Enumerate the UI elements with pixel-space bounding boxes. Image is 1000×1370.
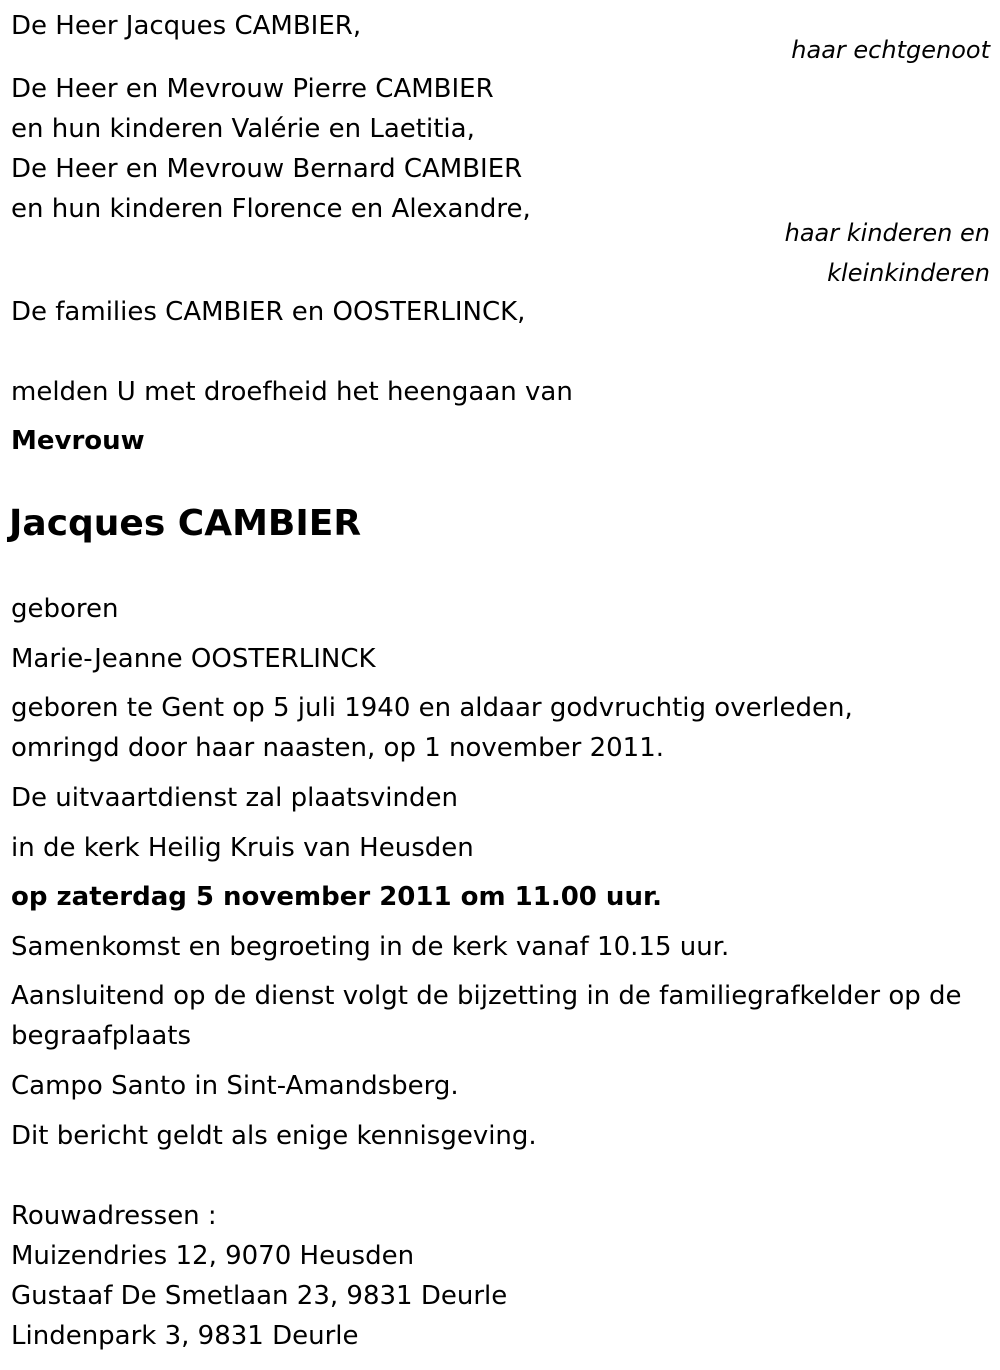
- child-line: en hun kinderen Florence en Alexandre,: [11, 194, 531, 224]
- gathering-line: Samenkomst en begroeting in de kerk vanaf 10.15 uur.: [11, 932, 730, 962]
- addresses-label: Rouwadressen :: [11, 1201, 217, 1231]
- child-line: De Heer en Mevrouw Bernard CAMBIER: [11, 154, 523, 184]
- notice-line: Dit bericht geldt als enige kennisgeving.: [11, 1121, 537, 1151]
- service-line: De uitvaartdienst zal plaatsvinden: [11, 783, 458, 813]
- burial-line-2: begraafplaats: [11, 1021, 192, 1051]
- husband-role: haar echtgenoot: [791, 36, 990, 64]
- address-item: Lindenpark 3, 9831 Deurle: [11, 1321, 359, 1351]
- intro-line: melden U met droefheid het heengaan van: [11, 377, 573, 407]
- child-line: en hun kinderen Valérie en Laetitia,: [11, 114, 475, 144]
- children-role-line1: haar kinderen en: [784, 219, 990, 247]
- address-item: Muizendries 12, 9070 Heusden: [11, 1241, 415, 1271]
- life-line-2: omringd door haar naasten, op 1 november 2011.: [11, 733, 665, 763]
- born-label: geboren: [11, 594, 119, 624]
- address-item: Gustaaf De Smetlaan 23, 9831 Deurle: [11, 1281, 508, 1311]
- church-line: in de kerk Heilig Kruis van Heusden: [11, 833, 474, 863]
- burial-line-1: Aansluitend op de dienst volgt de bijzetting in de familiegrafkelder op de: [11, 981, 962, 1011]
- children-role-line2: kleinkinderen: [827, 259, 990, 287]
- cemetery-line: Campo Santo in Sint-Amandsberg.: [11, 1071, 459, 1101]
- birth-name: Marie-Jeanne OOSTERLINCK: [11, 644, 376, 674]
- husband-line: De Heer Jacques CAMBIER,: [11, 11, 362, 41]
- life-line-1: geboren te Gent op 5 juli 1940 en aldaar godvruchtig overleden,: [11, 693, 853, 723]
- families-line: De families CAMBIER en OOSTERLINCK,: [11, 297, 526, 327]
- child-line: De Heer en Mevrouw Pierre CAMBIER: [11, 74, 494, 104]
- deceased-name: Jacques CAMBIER: [9, 503, 362, 544]
- title-mevrouw: Mevrouw: [11, 426, 145, 456]
- funeral-datetime: op zaterdag 5 november 2011 om 11.00 uur.: [11, 882, 662, 912]
